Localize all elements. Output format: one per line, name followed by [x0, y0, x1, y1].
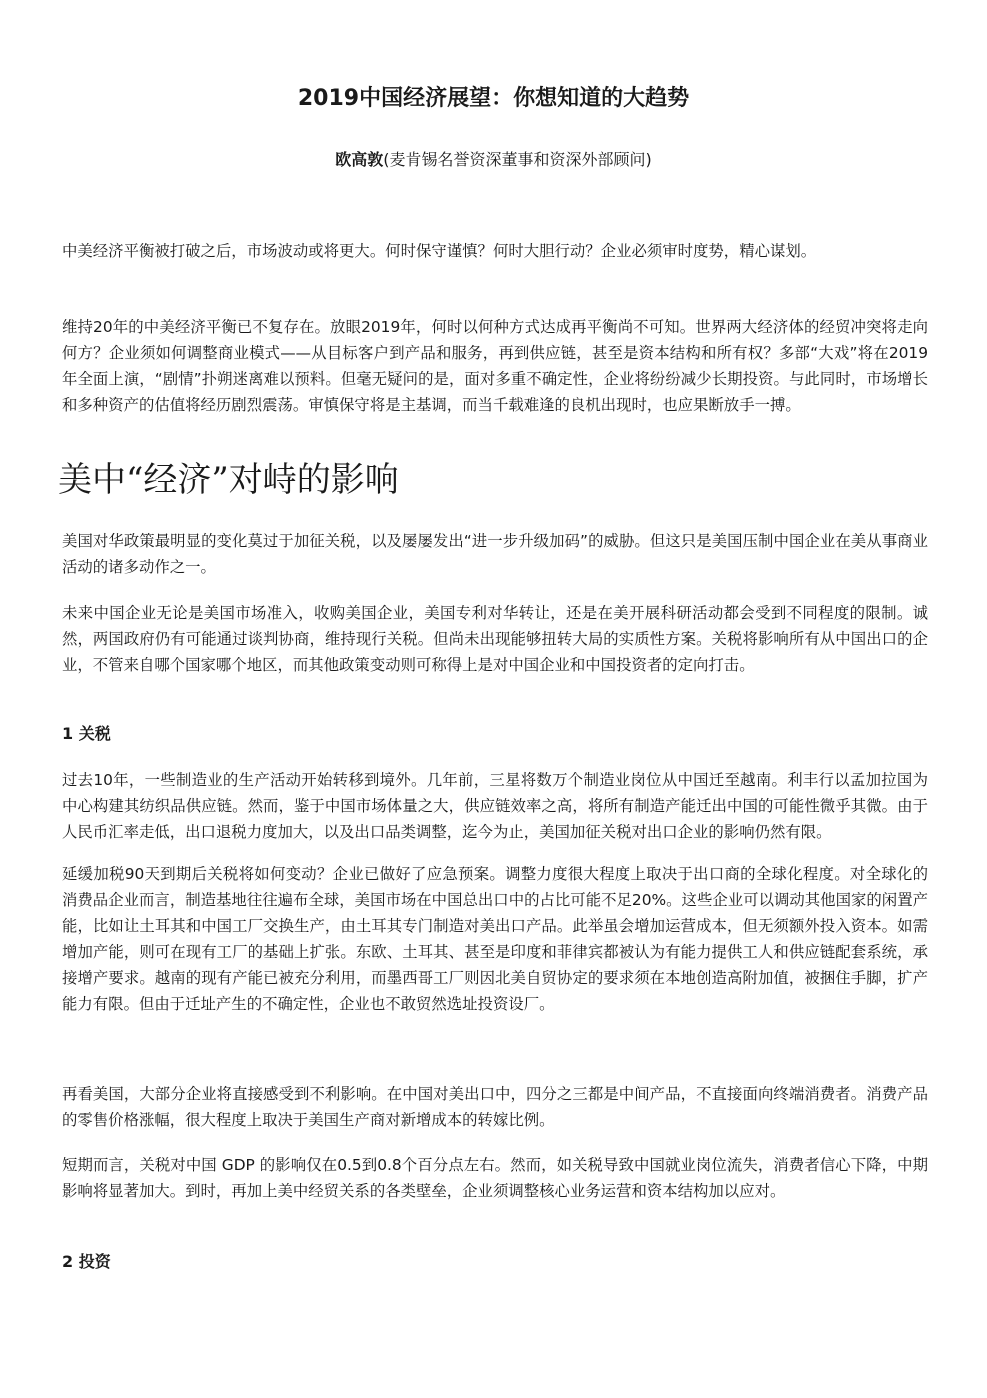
tariffs-paragraph-4: 短期而言，关税对中国 GDP 的影响仅在0.5到0.8个百分点左右。然而，如关税导致中国就业岗位流失，消费者信心下降，中期影响将显著加大。到时，再加上美中经贸关系的各类壁垒，企业须调整核心业务运营和资本结构加以应对。	[62, 1156, 928, 1200]
tariffs-paragraph-2: 延缓加税90天到期后关税将如何变动？企业已做好了应急预案。调整力度很大程度上取决于出口商的全球化程度。对全球化的消费品企业而言，制造基地往往遍布全球，美国市场在中国总出口中的占比可能不足20%。这些企业可以调动其他国家的闲置产能，比如让土耳其和中国工厂交换生产，由土耳其专门制造对美出口产品。此举虽会增加运营成本，但无须额外投入资本。如需增加产能，则可在现有工厂的基础上扩张。东欧、土耳其、甚至是印度和菲律宾都被认为有能力提供工人和供应链配套系统，承接增产要求。越南的现有产能已被充分利用，而墨西哥工厂则因北美自贸协定的要求须在本地创造高附加值，被捆住手脚，扩产能力有限。但由于迁址产生的不确定性，企业也不敢贸然选址投资设厂。	[62, 865, 928, 1013]
section-paragraph-2: 未来中国企业无论是美国市场准入，收购美国企业，美国专利对华转让，还是在美开展科研活动都会受到不同程度的限制。诚然，两国政府仍有可能通过谈判协商，维持现行关税。但尚未出现能够扭转大局的实质性方案。关税将影响所有从中国出口的企业，不管来自哪个国家哪个地区，而其他政策变动则可称得上是对中国企业和中国投资者的定向打击。	[62, 604, 928, 674]
subsection-heading-tariffs: 1 关税	[62, 724, 111, 743]
tariffs-paragraph-3: 再看美国，大部分企业将直接感受到不利影响。在中国对美出口中，四分之三都是中间产品，不直接面向终端消费者。消费产品的零售价格涨幅，很大程度上取决于美国生产商对新增成本的转嫁比例。	[62, 1085, 928, 1129]
author-affiliation: (麦肯锡名誉资深董事和资深外部顾问)	[383, 150, 652, 169]
document-title: 2019中国经济展望：你想知道的大趋势	[297, 86, 690, 111]
author-line	[0, 148, 987, 172]
tariffs-paragraph-1: 过去10年，一些制造业的生产活动开始转移到境外。几年前，三星将数万个制造业岗位从中国迁至越南。利丰行以孟加拉国为中心构建其纺织品供应链。然而，鉴于中国市场体量之大，供应链效率之高，将所有制造产能迁出中国的可能性微乎其微。由于人民币汇率走低，出口退税力度加大，以及出口品类调整，迄今为止，美国加征关税对出口企业的影响仍然有限。	[62, 771, 928, 841]
author-name: 欧高敦	[335, 150, 384, 169]
section-paragraph-1: 美国对华政策最明显的变化莫过于加征关税，以及屡屡发出“进一步升级加码”的威胁。但这只是美国压制中国企业在美从事商业活动的诸多动作之一。	[62, 532, 928, 576]
intro-paragraph-2: 维持20年的中美经济平衡已不复存在。放眼2019年，何时以何种方式达成再平衡尚不可知。世界两大经济体的经贸冲突将走向何方？企业须如何调整商业模式——从目标客户到产品和服务，再到供应链，甚至是资本结构和所有权？多部“大戏”将在2019年全面上演，“剧情”扑朔迷离难以预料。但毫无疑问的是，面对多重不确定性，企业将纷纷减少长期投资。与此同时，市场增长和多种资产的估值将经历剧烈震荡。审慎保守将是主基调，而当千载难逢的良机出现时，也应果断放手一搏。	[62, 318, 928, 414]
intro-paragraph-1: 中美经济平衡被打破之后，市场波动或将更大。何时保守谨慎？何时大胆行动？企业必须审时度势，精心谋划。	[62, 242, 817, 260]
subsection-heading-investment: 2 投资	[62, 1252, 111, 1271]
section-heading: 美中“经济”对峙的影响	[58, 460, 399, 500]
